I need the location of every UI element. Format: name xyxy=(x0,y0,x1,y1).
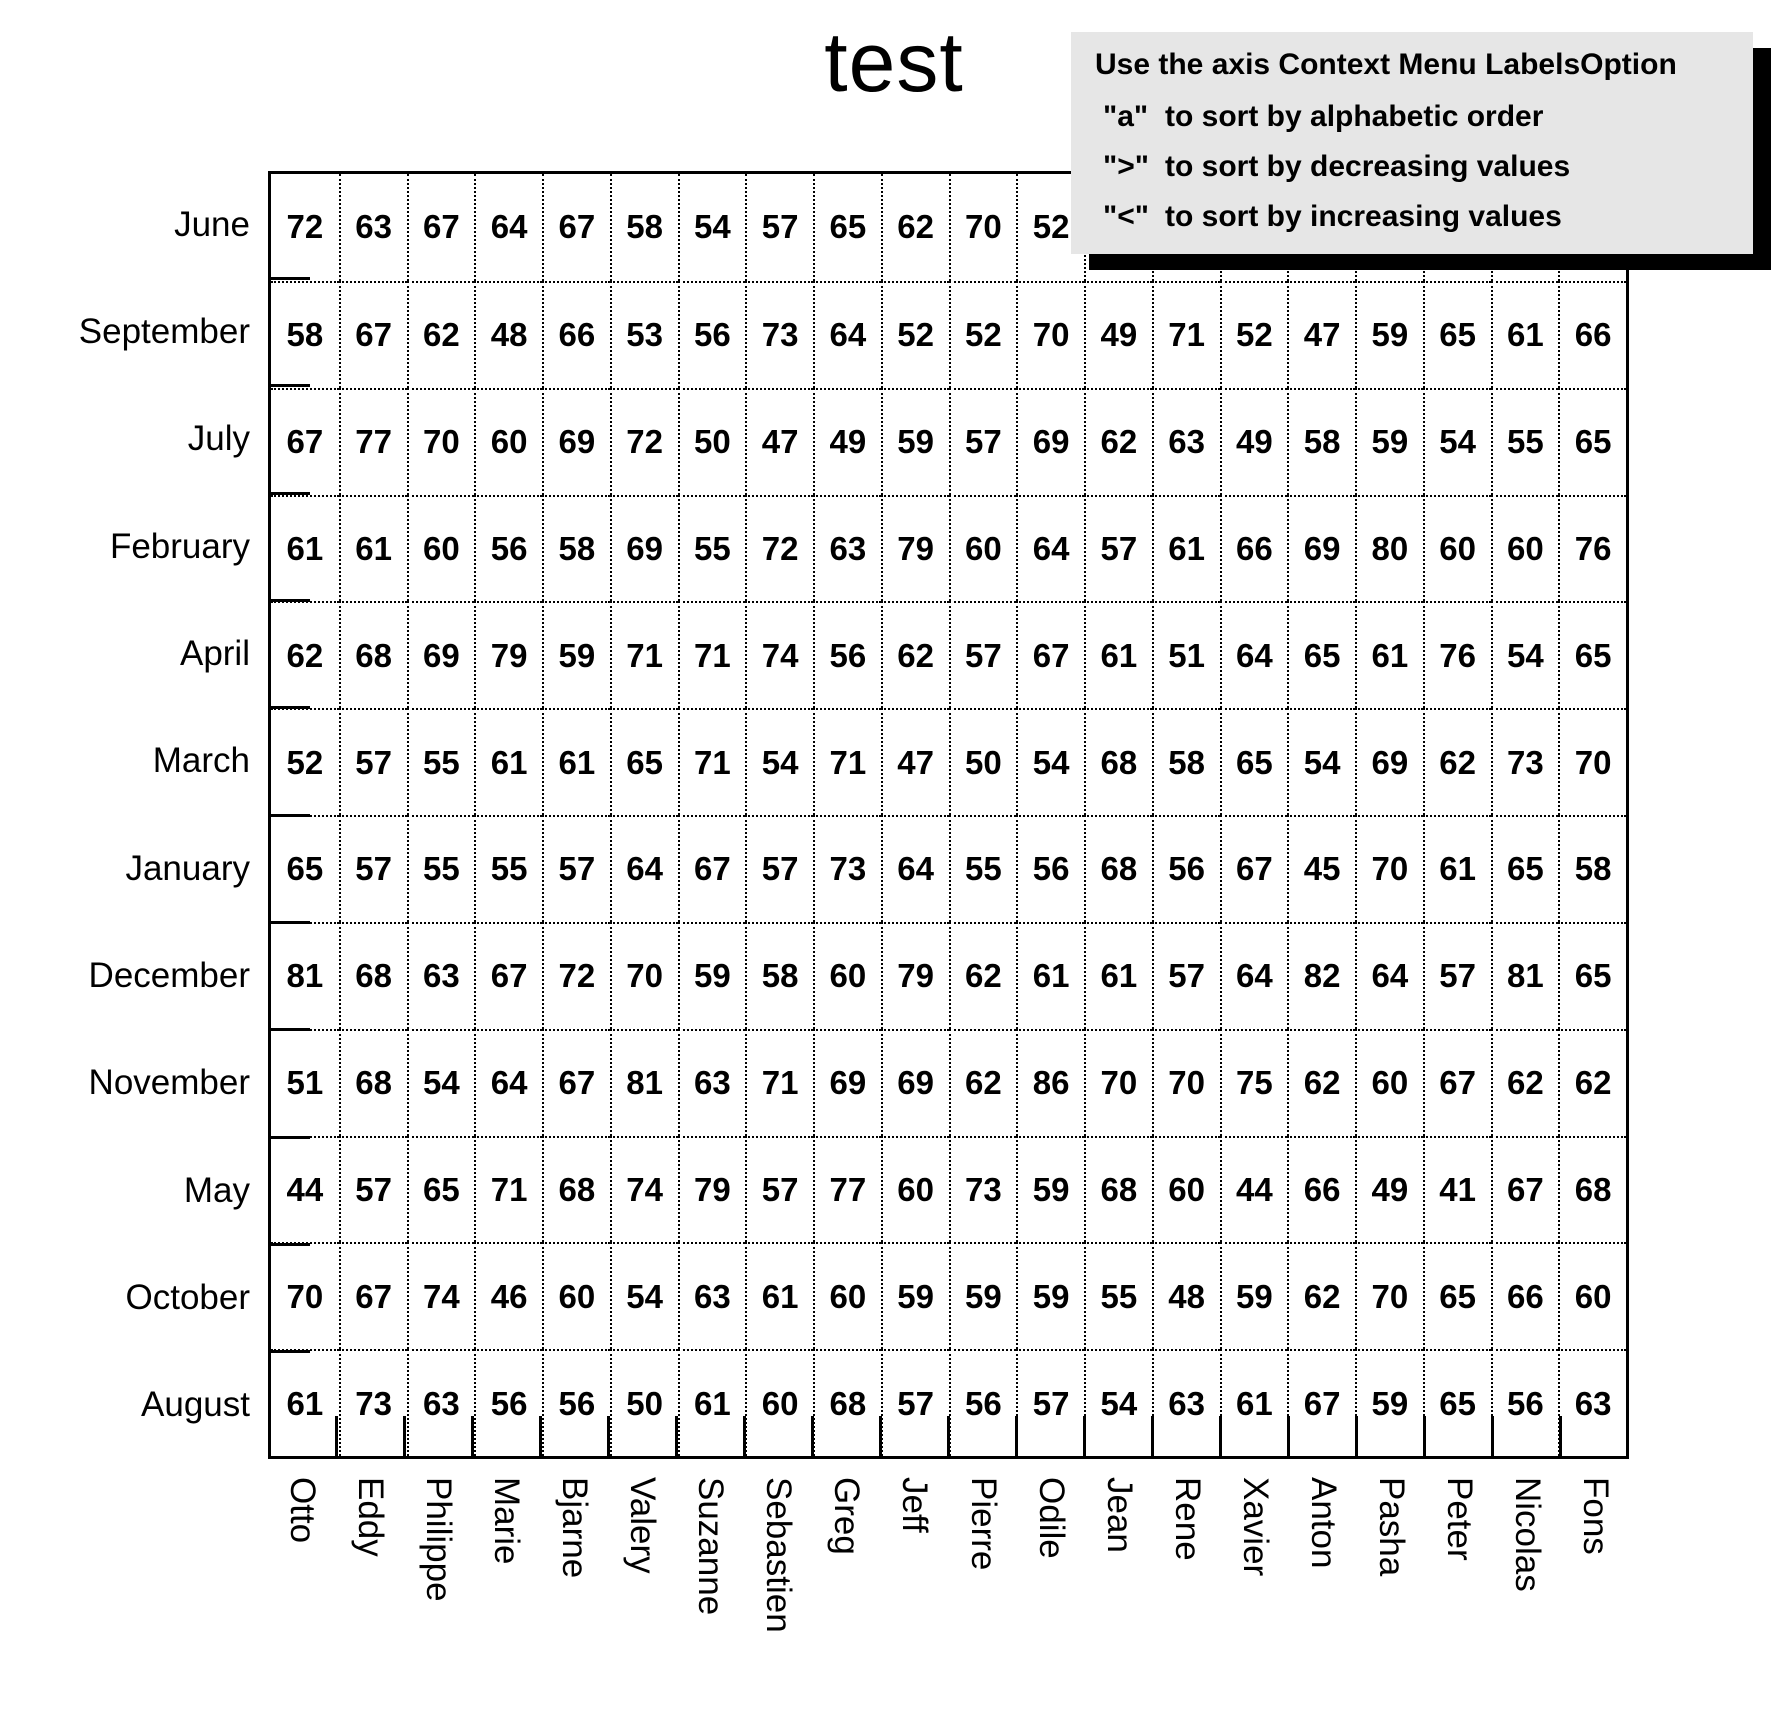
value-cell: 62 xyxy=(949,1029,1017,1136)
value-cell: 55 xyxy=(1084,1242,1152,1349)
value-cell: 64 xyxy=(474,1029,542,1136)
value-cell: 57 xyxy=(339,708,407,815)
value-cell: 59 xyxy=(1355,281,1423,388)
value-cell: 60 xyxy=(407,495,475,602)
value-cell: 55 xyxy=(407,815,475,922)
value-cell: 66 xyxy=(1558,281,1626,388)
row-label[interactable]: November xyxy=(88,1063,250,1102)
value-cell: 69 xyxy=(610,495,678,602)
value-cell: 45 xyxy=(1287,815,1355,922)
value-cell: 70 xyxy=(610,922,678,1029)
value-cell: 59 xyxy=(1220,1242,1288,1349)
value-cell: 65 xyxy=(271,815,339,922)
value-cell: 57 xyxy=(745,174,813,281)
legend-item-text: to sort by increasing values xyxy=(1165,200,1562,233)
value-cell: 56 xyxy=(474,495,542,602)
column-label[interactable]: Sebastien xyxy=(759,1477,798,1633)
value-cell: 75 xyxy=(1220,1029,1288,1136)
legend-item-symbol: "a" xyxy=(1103,100,1149,133)
value-cell: 54 xyxy=(610,1242,678,1349)
value-cell: 69 xyxy=(1355,708,1423,815)
column-label[interactable]: Pierre xyxy=(964,1477,1003,1571)
row-label[interactable]: June xyxy=(174,205,250,244)
value-cell: 64 xyxy=(813,281,881,388)
value-cell: 62 xyxy=(1558,1029,1626,1136)
column-label[interactable]: Nicolas xyxy=(1508,1477,1547,1592)
value-cell: 61 xyxy=(271,495,339,602)
value-cell: 86 xyxy=(1016,1029,1084,1136)
legend-item-symbol: "<" xyxy=(1103,200,1149,233)
value-cell: 53 xyxy=(610,281,678,388)
value-cell: 62 xyxy=(1287,1029,1355,1136)
value-cell: 81 xyxy=(271,922,339,1029)
value-cell: 74 xyxy=(610,1136,678,1243)
value-cell: 65 xyxy=(813,174,881,281)
value-cell: 62 xyxy=(271,601,339,708)
legend-box xyxy=(1071,32,1753,254)
value-cell: 58 xyxy=(1287,388,1355,495)
value-cell: 65 xyxy=(1558,388,1626,495)
value-cell: 44 xyxy=(271,1136,339,1243)
value-cell: 70 xyxy=(1355,815,1423,922)
value-cell: 69 xyxy=(1016,388,1084,495)
value-cell: 63 xyxy=(407,922,475,1029)
value-cell: 60 xyxy=(474,388,542,495)
value-cell: 70 xyxy=(271,1242,339,1349)
value-cell: 57 xyxy=(745,815,813,922)
value-cell: 65 xyxy=(407,1136,475,1243)
value-cell: 72 xyxy=(745,495,813,602)
value-cell: 57 xyxy=(542,815,610,922)
value-cell: 81 xyxy=(1491,922,1559,1029)
value-cell: 58 xyxy=(1152,708,1220,815)
value-cell: 71 xyxy=(745,1029,813,1136)
value-cell: 63 xyxy=(339,174,407,281)
value-cell: 63 xyxy=(1152,1349,1220,1456)
value-cell: 57 xyxy=(339,815,407,922)
value-cell: 82 xyxy=(1287,922,1355,1029)
value-cell: 59 xyxy=(1355,1349,1423,1456)
value-cell: 72 xyxy=(542,922,610,1029)
value-cell: 57 xyxy=(745,1136,813,1243)
value-cell: 63 xyxy=(678,1242,746,1349)
value-cell: 73 xyxy=(1491,708,1559,815)
value-cell: 68 xyxy=(1084,1136,1152,1243)
value-cell: 62 xyxy=(1491,1029,1559,1136)
value-cell: 56 xyxy=(542,1349,610,1456)
value-cell: 61 xyxy=(1491,281,1559,388)
value-cell: 70 xyxy=(949,174,1017,281)
row-label[interactable]: February xyxy=(109,527,250,566)
value-cell: 79 xyxy=(881,495,949,602)
value-cell: 57 xyxy=(1016,1349,1084,1456)
value-cell: 73 xyxy=(745,281,813,388)
value-cell: 62 xyxy=(407,281,475,388)
value-cell: 61 xyxy=(1084,601,1152,708)
row-label[interactable]: January xyxy=(125,849,250,888)
value-cell: 51 xyxy=(1152,601,1220,708)
value-cell: 60 xyxy=(813,922,881,1029)
value-cell: 55 xyxy=(949,815,1017,922)
value-cell: 64 xyxy=(881,815,949,922)
value-cell: 55 xyxy=(407,708,475,815)
value-cell: 67 xyxy=(271,388,339,495)
value-cell: 68 xyxy=(1084,815,1152,922)
value-cell: 64 xyxy=(474,174,542,281)
row-label[interactable]: May xyxy=(183,1171,250,1210)
value-cell: 60 xyxy=(542,1242,610,1349)
value-cell: 64 xyxy=(1220,601,1288,708)
value-cell: 57 xyxy=(1152,922,1220,1029)
value-cell: 68 xyxy=(339,922,407,1029)
value-cell: 56 xyxy=(949,1349,1017,1456)
value-cell: 69 xyxy=(881,1029,949,1136)
value-cell: 73 xyxy=(949,1136,1017,1243)
value-cell: 66 xyxy=(1491,1242,1559,1349)
value-cell: 60 xyxy=(949,495,1017,602)
value-cell: 56 xyxy=(678,281,746,388)
column-label[interactable]: Anton xyxy=(1304,1477,1343,1569)
column-label[interactable]: Xavier xyxy=(1236,1477,1275,1577)
value-cell: 58 xyxy=(542,495,610,602)
value-cell: 59 xyxy=(949,1242,1017,1349)
value-cell: 63 xyxy=(678,1029,746,1136)
value-cell: 79 xyxy=(881,922,949,1029)
value-cell: 73 xyxy=(813,815,881,922)
value-cell: 49 xyxy=(813,388,881,495)
value-cell: 61 xyxy=(474,708,542,815)
value-cell: 74 xyxy=(745,601,813,708)
value-cell: 56 xyxy=(813,601,881,708)
value-cell: 60 xyxy=(1558,1242,1626,1349)
value-cell: 48 xyxy=(1152,1242,1220,1349)
value-cell: 56 xyxy=(1152,815,1220,922)
value-cell: 67 xyxy=(1287,1349,1355,1456)
value-cell: 73 xyxy=(339,1349,407,1456)
value-cell: 69 xyxy=(1287,495,1355,602)
value-cell: 49 xyxy=(1084,281,1152,388)
value-cell: 62 xyxy=(1287,1242,1355,1349)
value-cell: 67 xyxy=(339,1242,407,1349)
value-cell: 57 xyxy=(949,601,1017,708)
value-cell: 65 xyxy=(1558,601,1626,708)
value-cell: 63 xyxy=(813,495,881,602)
value-cell: 80 xyxy=(1355,495,1423,602)
value-cell: 67 xyxy=(407,174,475,281)
page-title: test xyxy=(824,15,964,109)
column-label[interactable]: Valery xyxy=(623,1477,662,1574)
value-cell: 67 xyxy=(1491,1136,1559,1243)
value-cell: 52 xyxy=(881,281,949,388)
value-cell: 47 xyxy=(745,388,813,495)
value-cell: 66 xyxy=(1220,495,1288,602)
value-cell: 70 xyxy=(1152,1029,1220,1136)
value-cell: 54 xyxy=(745,708,813,815)
legend-item-symbol: ">" xyxy=(1103,150,1149,183)
value-cell: 69 xyxy=(813,1029,881,1136)
value-cell: 56 xyxy=(1491,1349,1559,1456)
legend-item xyxy=(1095,100,1729,134)
value-cell: 61 xyxy=(542,708,610,815)
value-cell: 52 xyxy=(949,281,1017,388)
column-label[interactable]: Philippe xyxy=(419,1477,458,1602)
value-cell: 54 xyxy=(1016,708,1084,815)
value-cell: 48 xyxy=(474,281,542,388)
value-cell: 68 xyxy=(339,1029,407,1136)
value-cell: 81 xyxy=(610,1029,678,1136)
value-cell: 47 xyxy=(1287,281,1355,388)
value-cell: 44 xyxy=(1220,1136,1288,1243)
value-cell: 71 xyxy=(474,1136,542,1243)
value-cell: 65 xyxy=(1558,922,1626,1029)
legend-item xyxy=(1095,150,1729,184)
value-cell: 61 xyxy=(1016,922,1084,1029)
legend-heading: Use the axis Context Menu LabelsOption xyxy=(1095,48,1677,81)
legend-items xyxy=(1095,100,1729,234)
value-cell: 61 xyxy=(339,495,407,602)
row-label[interactable]: September xyxy=(78,312,250,351)
value-cell: 74 xyxy=(407,1242,475,1349)
value-cell: 60 xyxy=(1423,495,1491,602)
row-label[interactable]: August xyxy=(141,1385,250,1424)
value-cell: 54 xyxy=(1423,388,1491,495)
value-cell: 57 xyxy=(339,1136,407,1243)
value-cell: 57 xyxy=(1423,922,1491,1029)
column-label[interactable]: Greg xyxy=(827,1477,866,1555)
value-cell: 61 xyxy=(1355,601,1423,708)
value-cell: 54 xyxy=(678,174,746,281)
column-label[interactable]: Odile xyxy=(1032,1477,1071,1559)
value-cell: 62 xyxy=(1084,388,1152,495)
plot-area xyxy=(268,171,1629,1459)
value-cell: 60 xyxy=(1491,495,1559,602)
value-cell: 67 xyxy=(339,281,407,388)
value-cell: 61 xyxy=(1423,815,1491,922)
value-cell: 70 xyxy=(1016,281,1084,388)
value-cell: 57 xyxy=(949,388,1017,495)
column-label[interactable]: Otto xyxy=(283,1477,322,1544)
value-cell: 72 xyxy=(610,388,678,495)
value-cell: 69 xyxy=(407,601,475,708)
value-cell: 61 xyxy=(1152,495,1220,602)
value-cell: 65 xyxy=(1287,601,1355,708)
value-cell: 57 xyxy=(1084,495,1152,602)
value-cell: 65 xyxy=(1423,1349,1491,1456)
value-cell: 41 xyxy=(1423,1136,1491,1243)
value-cell: 77 xyxy=(339,388,407,495)
value-cell: 68 xyxy=(1084,708,1152,815)
row-label[interactable]: October xyxy=(125,1278,250,1317)
value-cell: 63 xyxy=(407,1349,475,1456)
value-cell: 57 xyxy=(881,1349,949,1456)
value-cell: 65 xyxy=(1491,815,1559,922)
value-cell: 58 xyxy=(745,922,813,1029)
value-cell: 62 xyxy=(881,601,949,708)
value-cell: 58 xyxy=(271,281,339,388)
value-cell: 71 xyxy=(1152,281,1220,388)
value-cell: 54 xyxy=(1491,601,1559,708)
value-cell: 71 xyxy=(610,601,678,708)
value-cell: 50 xyxy=(949,708,1017,815)
column-label[interactable]: Peter xyxy=(1440,1477,1479,1561)
value-cell: 59 xyxy=(1016,1242,1084,1349)
value-cell: 71 xyxy=(678,708,746,815)
column-label[interactable]: Pasha xyxy=(1372,1477,1411,1577)
column-label[interactable]: Rene xyxy=(1168,1477,1207,1561)
value-cell: 66 xyxy=(542,281,610,388)
value-cell: 54 xyxy=(1084,1349,1152,1456)
value-cell: 65 xyxy=(1220,708,1288,815)
value-cell: 66 xyxy=(1287,1136,1355,1243)
row-label[interactable]: July xyxy=(187,419,250,458)
value-cell: 77 xyxy=(813,1136,881,1243)
value-cell: 60 xyxy=(1355,1029,1423,1136)
value-cell: 55 xyxy=(1491,388,1559,495)
value-cell: 68 xyxy=(1558,1136,1626,1243)
value-cell: 55 xyxy=(474,815,542,922)
value-cell: 67 xyxy=(1220,815,1288,922)
column-label[interactable]: Jean xyxy=(1100,1477,1139,1553)
value-cell: 50 xyxy=(610,1349,678,1456)
value-cell: 59 xyxy=(1355,388,1423,495)
value-cell: 64 xyxy=(1016,495,1084,602)
value-cell: 72 xyxy=(286,208,324,246)
value-cell: 46 xyxy=(474,1242,542,1349)
value-cell: 67 xyxy=(1016,601,1084,708)
value-cell: 68 xyxy=(813,1349,881,1456)
value-cell: 62 xyxy=(881,174,949,281)
value-cell: 67 xyxy=(1423,1029,1491,1136)
value-cell: 68 xyxy=(542,1136,610,1243)
value-cell: 63 xyxy=(1558,1349,1626,1456)
value-cell: 79 xyxy=(678,1136,746,1243)
value-cell: 60 xyxy=(1152,1136,1220,1243)
value-cell: 55 xyxy=(678,495,746,602)
value-cell: 68 xyxy=(339,601,407,708)
value-cell: 67 xyxy=(678,815,746,922)
value-cell: 70 xyxy=(1558,708,1626,815)
value-cell: 58 xyxy=(1558,815,1626,922)
value-cell: 70 xyxy=(1084,1029,1152,1136)
value-cell: 76 xyxy=(1423,601,1491,708)
value-cell: 52 xyxy=(1016,174,1084,281)
value-cell: 50 xyxy=(678,388,746,495)
value-cell: 52 xyxy=(271,708,339,815)
column-label[interactable]: Bjarne xyxy=(555,1477,594,1579)
column-label[interactable]: Fons xyxy=(1576,1477,1615,1555)
value-cell: 71 xyxy=(813,708,881,815)
value-cell: 61 xyxy=(678,1349,746,1456)
legend-item xyxy=(1095,200,1729,234)
column-label[interactable]: Jeff xyxy=(895,1477,934,1533)
value-cell: 59 xyxy=(881,388,949,495)
value-cell: 67 xyxy=(474,922,542,1029)
value-cell: 71 xyxy=(678,601,746,708)
row-label[interactable]: December xyxy=(88,956,250,995)
value-cell: 64 xyxy=(610,815,678,922)
value-cell: 62 xyxy=(949,922,1017,1029)
value-cell: 56 xyxy=(1016,815,1084,922)
value-cell: 54 xyxy=(1287,708,1355,815)
value-cell: 61 xyxy=(745,1242,813,1349)
row-label[interactable]: March xyxy=(152,741,250,780)
value-cell: 61 xyxy=(1220,1349,1288,1456)
value-cell: 52 xyxy=(1220,281,1288,388)
value-cell: 58 xyxy=(610,174,678,281)
value-cell: 67 xyxy=(542,174,610,281)
value-cell: 60 xyxy=(745,1349,813,1456)
value-cell: 47 xyxy=(881,708,949,815)
legend-item-text: to sort by alphabetic order xyxy=(1165,100,1544,133)
value-cell: 56 xyxy=(474,1349,542,1456)
value-cell: 59 xyxy=(881,1242,949,1349)
value-cell: 70 xyxy=(1355,1242,1423,1349)
column-label[interactable]: Suzanne xyxy=(691,1477,730,1616)
row-label[interactable]: April xyxy=(179,634,250,673)
value-cell: 63 xyxy=(1152,388,1220,495)
value-cell: 51 xyxy=(271,1029,339,1136)
value-cell: 61 xyxy=(1084,922,1152,1029)
value-cell: 65 xyxy=(610,708,678,815)
value-cell: 60 xyxy=(881,1136,949,1243)
value-cell: 65 xyxy=(1423,281,1491,388)
value-cell: 64 xyxy=(1220,922,1288,1029)
value-cell: 69 xyxy=(542,388,610,495)
value-cell: 62 xyxy=(1423,708,1491,815)
value-cell: 54 xyxy=(407,1029,475,1136)
value-cell: 59 xyxy=(1016,1136,1084,1243)
value-cell: 64 xyxy=(1355,922,1423,1029)
value-cell: 79 xyxy=(474,601,542,708)
legend-item-text: to sort by decreasing values xyxy=(1165,150,1571,183)
value-cell: 65 xyxy=(1423,1242,1491,1349)
value-cell: 76 xyxy=(1558,495,1626,602)
value-cell: 61 xyxy=(271,1349,339,1456)
value-cell: 59 xyxy=(542,601,610,708)
column-label[interactable]: Marie xyxy=(487,1477,526,1565)
column-label[interactable]: Eddy xyxy=(351,1477,390,1557)
value-cell: 70 xyxy=(407,388,475,495)
value-cell: 59 xyxy=(678,922,746,1029)
value-cell: 49 xyxy=(1220,388,1288,495)
value-cell: 60 xyxy=(813,1242,881,1349)
value-cell: 49 xyxy=(1355,1136,1423,1243)
value-cell: 67 xyxy=(542,1029,610,1136)
